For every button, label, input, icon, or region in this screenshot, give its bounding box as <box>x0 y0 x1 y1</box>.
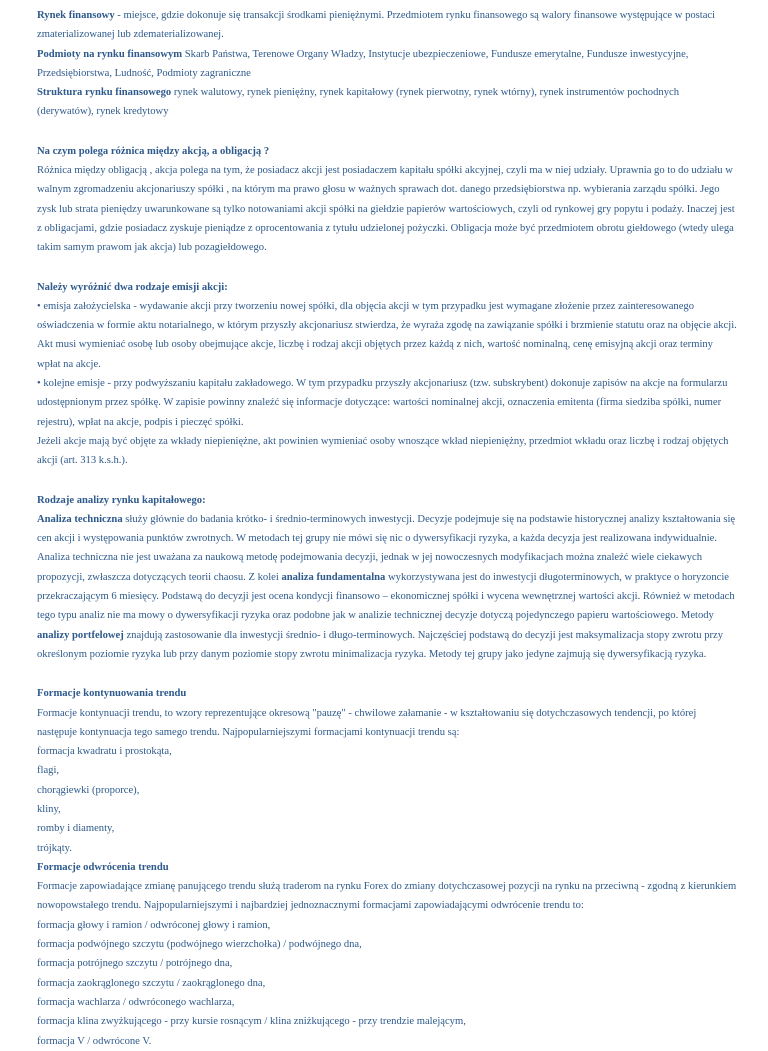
list-item: romby i diamenty, <box>37 823 115 835</box>
term-rynek: Rynek finansowy <box>37 10 115 21</box>
list-item: formacja kwadratu i prostokąta, <box>37 746 172 758</box>
list-item: formacja klina zwyżkującego - przy kursie rosnącym / klina zniżkującego - przy trendzie malejącym, <box>37 1016 466 1028</box>
list-item: formacja potrójnego szczytu / potrójnego dna, <box>37 958 233 970</box>
paragraph-kolejne-emisje: • kolejne emisje - przy podwyższaniu kapitału zakładowego. W tym przypadku przyszły akcjonariusz (tzw. subskrybent) dokonuje zapisów na akcje na formularzu udostępnionym przez spółkę. W zapisie powinny znaleźć się informacje dotyczące: wartości nominalnej akcji, oznaczenia emitenta (firma siedziba spółki, numer rejestru), wpłat na akcje, podpis i pieczęć spółki. <box>37 378 728 428</box>
def-rynek: - miejsce, gdzie dokonuje się transakcji środkami pieniężnymi. Przedmiotem rynku finansowego są walory finansowe występujące w postaci zmaterializowanej lub zdematerializowanej. <box>37 10 716 41</box>
paragraph-kontynuacja-intro: Formacje kontynuacji trendu, to wzory reprezentujące okresową "pauzę" - chwilowe załamanie - w kształtowaniu się dotychczasowych tendencji, po której następuje kontynuacja tego samego trendu. Najpopularniejszymi formacjami kontynuacji trendu są: <box>37 707 697 738</box>
heading-analiza: Rodzaje analizy rynku kapitałowego: <box>37 494 206 506</box>
list-item: formacja wachlarza / odwróconego wachlarza, <box>37 996 235 1008</box>
heading-roznica: Na czym polega różnica między akcją, a obligacją ? <box>37 145 270 157</box>
heading-emisje: Należy wyróżnić dwa rodzaje emisji akcji: <box>37 281 228 293</box>
term-analiza-portfelowa: analizy portfelowej <box>37 629 124 641</box>
paragraph-struktura <box>37 83 737 122</box>
paragraph-wklady: Jeżeli akcje mają być objęte za wkłady niepieniężne, akt powinien wymieniać osoby wnoszące wkład niepieniężny, przedmiot wkładu oraz liczbę i rodzaj objętych akcji (art. 313 k.s.h.). <box>37 435 729 467</box>
term-podmioty: Podmioty na rynku finansowym <box>37 48 183 60</box>
paragraph-rynek <box>37 6 737 45</box>
text-podmioty: Skarb Państwa, Terenowe Organy Władzy, Instytucje ubezpieczeniowe, Fundusze emerytalne, Fundusze inwestycyjne, Przedsiębiorstwa, Ludność, Podmioty zagraniczne <box>37 48 689 79</box>
term-analiza-fundamentalna: analiza fundamentalna <box>281 571 386 583</box>
paragraph-roznica: Różnica między obligacją , akcja polega na tym, że posiadacz akcji jest posiadaczem kapitału spółki akcyjnej, czyli ma w niej udziały. Uprawnia go to do udziału w walnym zgromadzeniu akcjonariuszy spółki , na którym ma prawo głosu w ważnych sprawach dot. danego przedsiębiorstwa np. wybierania zarządu spółki. Jego zysk lub strata pieniędzy uwarunkowane są tylko notowaniami akcji spółki na giełdzie papierów wartościowych, czyli od rynkowej gry popytu i podaży. Inaczej jest z obligacjami, gdzie posiadacz zyskuje pieniądze z oprocentowania z tytułu udzielonej pożyczki. Obligacja może być przedmiotem obrotu giełdowego (wtedy ulega takim samym prawom jak akcja) lub pozagiełdowego. <box>37 165 735 254</box>
heading-kontynuacja: Formacje kontynuowania trendu <box>37 688 187 700</box>
list-item: formacja podwójnego szczytu (podwójnego wierzchołka) / podwójnego dna, <box>37 939 362 951</box>
list-item: formacja V / odwrócone V. <box>37 1035 152 1047</box>
list-item: trójkąty. <box>37 842 72 854</box>
text-struktura: rynek walutowy, rynek pieniężny, rynek kapitałowy (rynek pierwotny, rynek wtórny), rynek instrumentów pochodnych (derywatów), rynek kredytowy <box>37 87 679 118</box>
list-item: chorągiewki (proporce), <box>37 784 140 796</box>
list-item: kliny, <box>37 803 61 815</box>
paragraph-podmioty <box>37 45 737 84</box>
term-analiza-techniczna: Analiza techniczna <box>37 513 123 525</box>
list-item: formacja głowy i ramion / odwróconej głowy i ramion, <box>37 919 271 931</box>
paragraph-emisja-zalozycielska: • emisja założycielska - wydawanie akcji przy tworzeniu nowej spółki, dla objęcia akcji w tym przypadku jest wymagane złożenie przez zainteresowanego oświadczenia w formie aktu notarialnego, w którym przyszły akcjonariusz stwierdza, że wyraża zgodę na zawiązanie spółki i brzmienie statutu oraz na objęcie akcji. Akt musi wymieniać osobę lub osoby obejmujące akcje, liczbę i rodzaj akcji objętych przez każdą z nich, wartość nominalną, cenę emisyjną akcji oraz terminy wpłat na akcje. <box>37 300 737 370</box>
heading-odwrocenie: Formacje odwrócenia trendu <box>37 861 169 873</box>
document <box>37 6 737 1051</box>
term-struktura: Struktura rynku finansowego <box>37 87 172 99</box>
paragraph-analiza: Analiza techniczna służy głównie do badania krótko- i średnio-terminowych inwestycji. Decyzje podejmuje się na podstawie historycznej analizy kształtowania się cen akcji i występowania punktów zwrotnych. W metodach tej grupy nie mówi się nic o dywersyfikacji ryzyka, a każda decyzja jest realizowana indywidualnie. Analiza techniczna nie jest uważana za naukową metodę podejmowania decyzji, jednak w jej nowoczesnych modyfikacjach można znaleźć wiele ciekawych propozycji, zwłaszcza dotyczących teorii chaosu. Z kolei analiza fundamentalna wykorzystywana jest do inwestycji długoterminowych, w praktyce o horyzoncie przekraczającym 6 miesięcy. Podstawą do decyzji jest ocena kondycji finansowo – ekonomicznej spółki i wycena wewnętrznej wartości akcji. Również w metodach tego typu analiz nie ma mowy o dywersyfikacji ryzyka oraz podobne jak w analizie technicznej decyzje dotyczą pojedynczego papieru wartościowego. Metody analizy portfelowej znajdują zastosowanie dla inwestycji średnio- i długo-terminowych. Najczęściej podstawą do decyzji jest maksymalizacja stopy zwrotu przy określonym poziomie ryzyka lub przy danym poziomie stopy zwrotu minimalizacja ryzyka. Metody tej grupy jako jedyne zajmują się dywersyfikacją ryzyka. <box>37 513 736 660</box>
list-item: formacja zaokrąglonego szczytu / zaokrąglonego dna, <box>37 977 266 989</box>
paragraph-odwrocenie-intro: Formacje zapowiadające zmianę panującego trendu służą traderom na rynku Forex do zmiany dotychczasowej pozycji na rynku na przeciwną - zgodną z kierunkiem nowopowstałego trendu. Najpopularniejszymi i najbardziej jednoznacznymi formacjami zapowiadającymi odwrócenie trendu to: <box>37 881 737 912</box>
list-item: flagi, <box>37 765 60 777</box>
